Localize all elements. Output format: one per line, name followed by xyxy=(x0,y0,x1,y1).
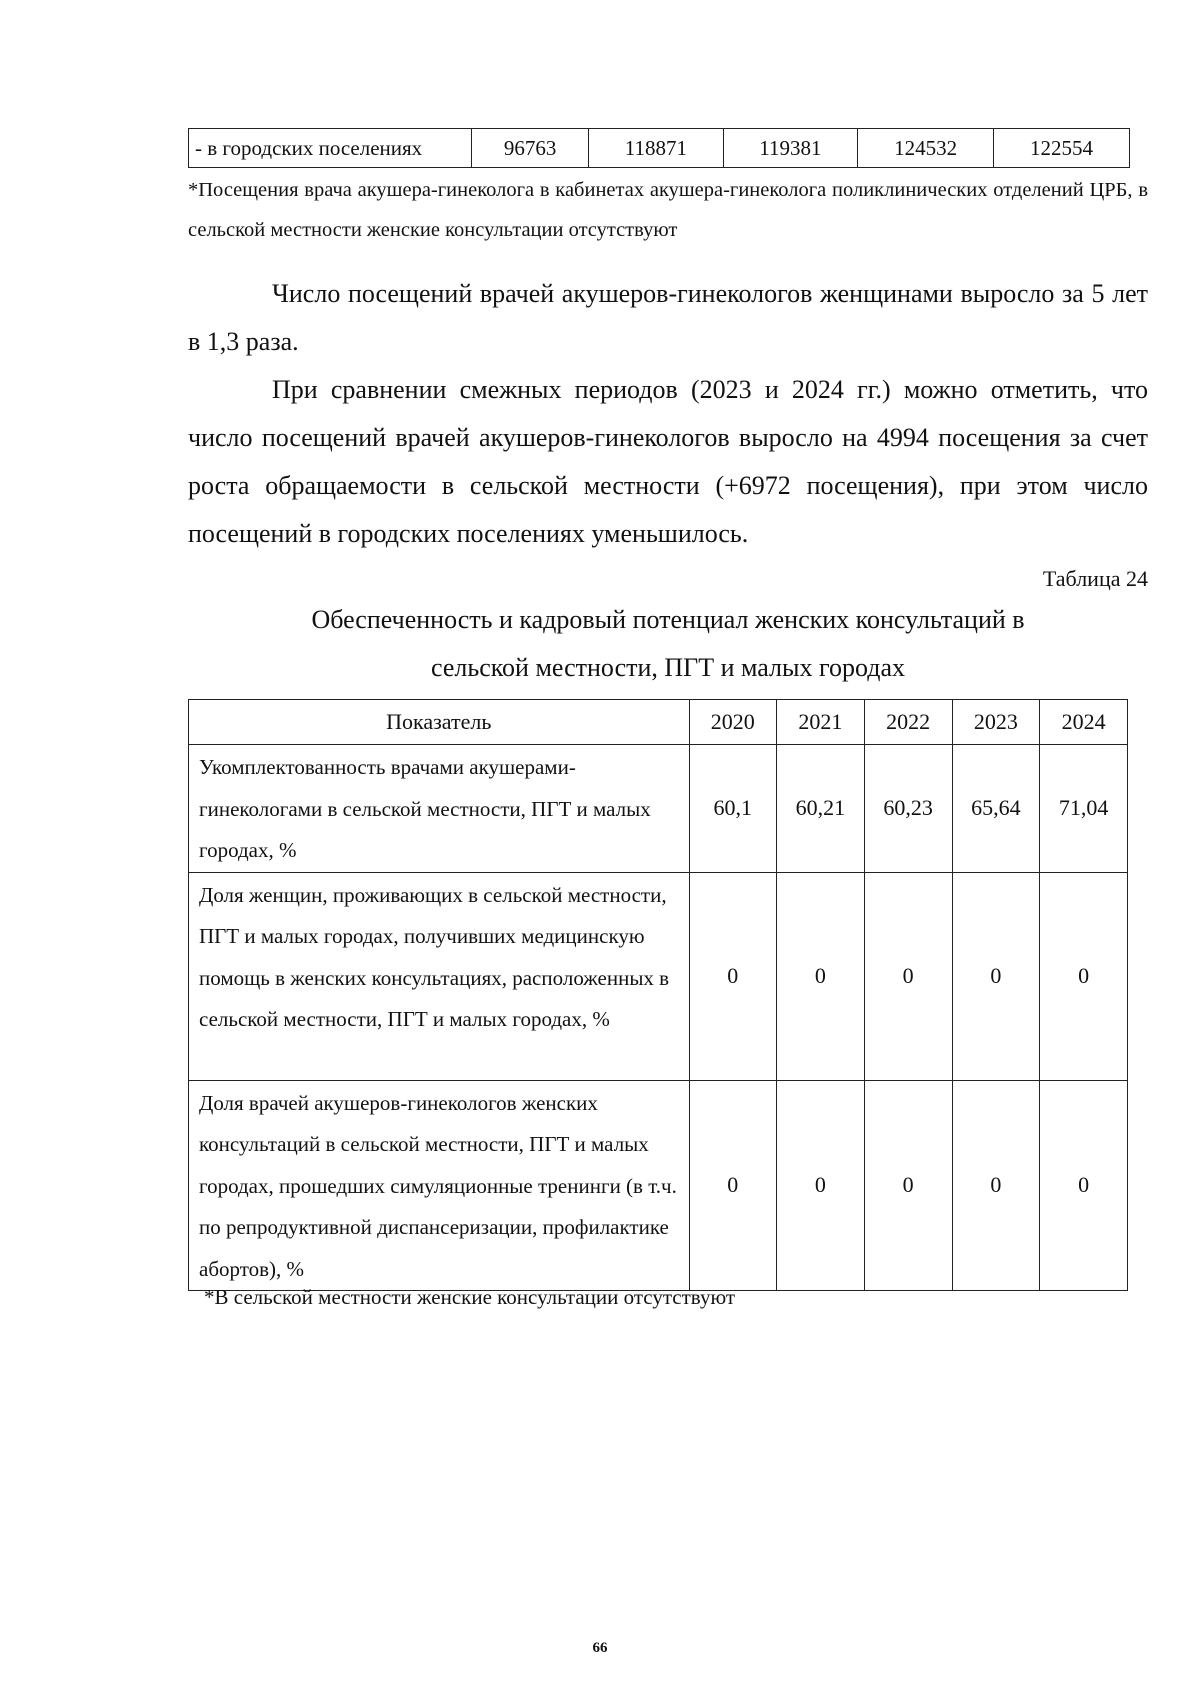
continuation-table xyxy=(188,128,1130,168)
table-title xyxy=(188,596,1148,692)
header-cell: Показатель xyxy=(189,700,690,745)
header-cell: 2024 xyxy=(1040,700,1128,745)
value-cell: 65,64 xyxy=(952,745,1040,873)
indicator-cell: Доля женщин, проживающих в сельской местности, ПГТ и малых городах, получивших медицинскую помощь в женских консультациях, расположенных в сельской местности, ПГТ и малых городах, % xyxy=(189,872,690,1080)
paragraph: При сравнении смежных периодов (2023 и 2024 гг.) можно отметить, что число посещений врачей акушеров-гинекологов выросло на 4994 посещения за счет роста обращаемости в сельской местности (+6972 посещения), при этом число посещений в городских поселениях уменьшилось. xyxy=(188,375,1148,548)
value-cell: 96763 xyxy=(472,129,589,168)
footnote: *Посещения врача акушера-гинеколога в кабинетах акушера-гинеколога поликлинических отделений ЦРБ, в сельской местности женские консультации отсутствуют xyxy=(188,179,1148,241)
value-cell: 60,1 xyxy=(689,745,777,873)
header-cell: 2023 xyxy=(952,700,1040,745)
header-cell: 2020 xyxy=(689,700,777,745)
table-title-line: сельской местности, ПГТ и малых городах xyxy=(430,653,906,682)
table-row xyxy=(189,745,1128,873)
value-cell: 118871 xyxy=(589,129,724,168)
row-label: - в городских поселениях xyxy=(189,129,472,168)
value-cell: 0 xyxy=(689,1080,777,1291)
table-row xyxy=(189,872,1128,1080)
page-number: 66 xyxy=(592,1640,608,1656)
value-cell: 0 xyxy=(689,872,777,1080)
value-cell: 60,23 xyxy=(864,745,952,873)
value-cell: 0 xyxy=(1040,1080,1128,1291)
value-cell: 0 xyxy=(864,872,952,1080)
header-cell: 2022 xyxy=(864,700,952,745)
value-cell: 0 xyxy=(864,1080,952,1291)
value-cell: 0 xyxy=(1040,872,1128,1080)
value-cell: 122554 xyxy=(994,129,1130,168)
indicator-cell: Доля врачей акушеров-гинекологов женских консультаций в сельской местности, ПГТ и малых городах, прошедших симуляционные тренинги (в т.ч. по репродуктивной диспансеризации, профилактике абортов), % xyxy=(189,1080,690,1291)
indicator-cell: Укомплектованность врачами акушерами-гинекологами в сельской местности, ПГТ и малых городах, % xyxy=(189,745,690,873)
table-header-row xyxy=(189,700,1128,745)
header-cell: 2021 xyxy=(777,700,865,745)
value-cell: 0 xyxy=(777,872,865,1080)
value-cell: 0 xyxy=(777,1080,865,1291)
table-number: Таблица 24 xyxy=(1042,566,1148,591)
table-row xyxy=(189,129,1130,168)
value-cell: 60,21 xyxy=(777,745,865,873)
table-footnote: *В сельской местности женские консультации отсутствуют xyxy=(204,1285,736,1309)
table-row xyxy=(189,1080,1128,1291)
value-cell: 119381 xyxy=(723,129,858,168)
value-cell: 0 xyxy=(952,1080,1040,1291)
value-cell: 0 xyxy=(952,872,1040,1080)
paragraph: Число посещений врачей акушеров-гинекологов женщинами выросло за 5 лет в 1,3 раза. xyxy=(188,279,1148,356)
indicators-table xyxy=(188,699,1128,1291)
table-title-line: Обеспеченность и кадровый потенциал женских консультаций в xyxy=(311,605,1025,634)
value-cell: 124532 xyxy=(858,129,994,168)
value-cell: 71,04 xyxy=(1040,745,1128,873)
